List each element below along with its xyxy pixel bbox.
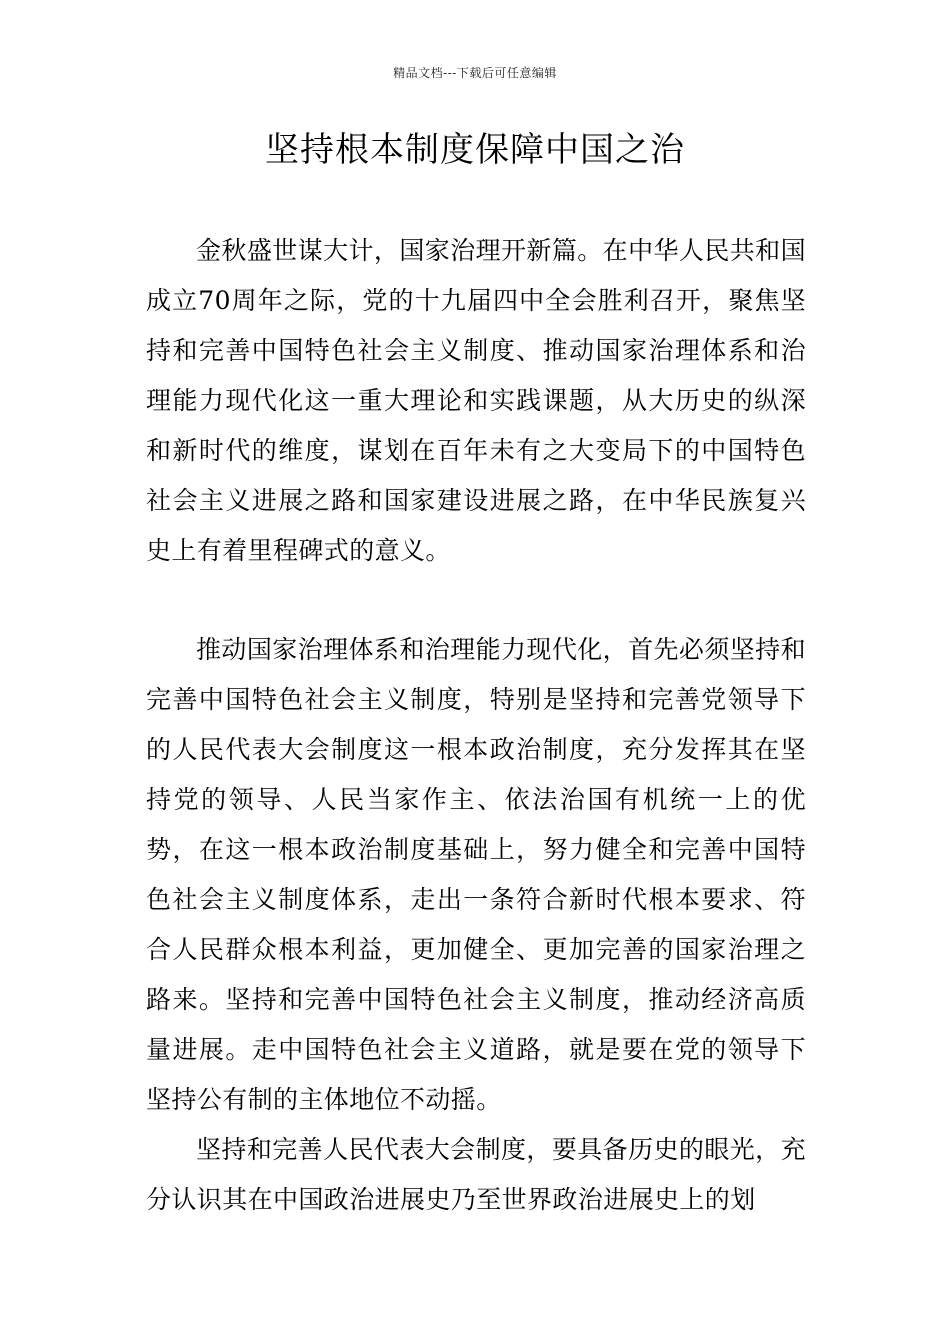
paragraph-1: 金秋盛世谋大计，国家治理开新篇。在中华人民共和国成立70周年之际，党的十九届四中全会胜利召开，聚焦坚持和完善中国特色社会主义制度、推动国家治理体系和治理能力现代化这一重大理论和实践课题，从大历史的纵深和新时代的维度，谋划在百年未有之大变局下的中国特色社会主义进展之路和国家建设进展之路，在中华民族复兴史上有着里程碑式的意义。 <box>146 236 806 565</box>
download-note-header: 精品文档---下载后可任意编辑 <box>393 66 557 80</box>
paragraph-2: 推动国家治理体系和治理能力现代化，首先必须坚持和完善中国特色社会主义制度，特别是坚持和完善党领导下的人民代表大会制度这一根本政治制度，充分发挥其在坚持党的领导、人民当家作主、依法治国有机统一上的优势，在这一根本政治制度基础上，努力健全和完善中国特色社会主义制度体系，走出一条符合新时代根本要求、符合人民群众根本利益，更加健全、更加完善的国家治理之路来。坚持和完善中国特色社会主义制度，推动经济高质量进展。走中国特色社会主义道路，就是要在党的领导下坚持公有制的主体地位不动摇。 <box>146 635 806 1114</box>
document-body <box>146 226 806 1225</box>
document-title: 坚持根本制度保障中国之治 <box>265 130 685 170</box>
paragraph-3: 坚持和完善人民代表大会制度，要具备历史的眼光，充分认识其在中国政治进展史乃至世界政治进展史上的划 <box>146 1135 806 1214</box>
